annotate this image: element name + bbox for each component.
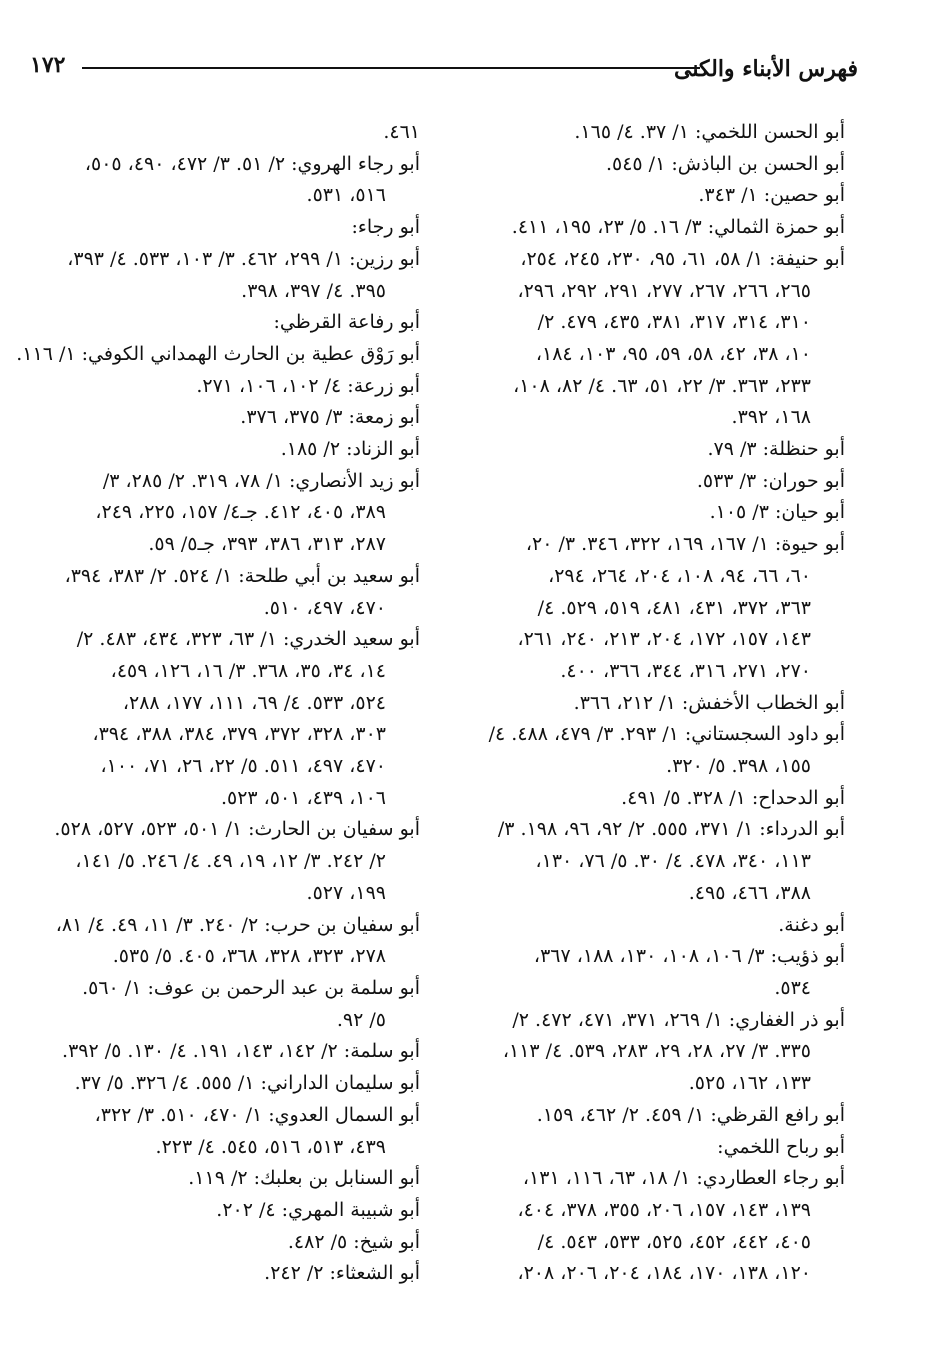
index-entry — [460, 814, 845, 909]
entry-line: أبو سلمة: ٢/ ١٤٢، ١٤٣، ١٩١. ٤/ ١٣٠. ٥/ ٣٩٢. — [62, 1040, 420, 1063]
entry-line: أبو حيوة: ١/ ١٦٧، ١٦٩، ٣٢٢، ٣٤٦. ٣/ ٢٠، — [525, 533, 845, 556]
entry-continuation-line: ٢٧٠، ٢٧١، ٣١٦، ٣٤٤، ٣٦٦، ٤٠٠. — [560, 659, 811, 682]
entry-line: أبو السمال العدوي: ١/ ٤٧٠، ٥١٠. ٣/ ٣٢٢، — [94, 1103, 420, 1126]
entry-line: أبو سليمان الداراني: ١/ ٥٥٥. ٤/ ٣٢٦. ٥/ ٣٧. — [74, 1072, 420, 1095]
index-entry — [20, 466, 420, 561]
index-entry — [20, 402, 420, 434]
entry-line: أبو الخطاب الأخفش: ١/ ٢١٢، ٣٦٦. — [573, 691, 845, 714]
index-entry — [460, 180, 845, 212]
index-entry — [460, 212, 845, 244]
entry-continuation-line: ١٥٥، ٣٩٨. ٥/ ٣٢٠. — [666, 755, 811, 778]
entry-continuation-line: ١٣٩، ١٤٣، ١٥٧، ٢٠٦، ٣٥٥، ٣٧٨، ٤٠٤، — [517, 1198, 811, 1221]
entry-continuation-line: ٢٦٥، ٢٦٦، ٢٦٧، ٢٧٧، ٢٩١، ٢٩٢، ٢٩٦، — [517, 279, 811, 302]
entry-line: أبو الدحداح: ١/ ٣٢٨. ٥/ ٤٩١. — [621, 786, 845, 809]
entry-line: أبو رباح اللخمي: — [717, 1135, 845, 1158]
entry-line: أبو رافع القرظي: ١/ ٤٥٩. ٢/ ٤٦٢، ١٥٩. — [536, 1103, 845, 1126]
entry-line: أبو حمزة الثمالي: ٣/ ١٦. ٥/ ٢٣، ١٩٥، ٤١١. — [511, 216, 845, 239]
entry-continuation-line: ٣٦٣، ٣٧٢، ٤٣١، ٤٨١، ٥١٩، ٥٢٩. ٤/ — [537, 596, 811, 619]
entry-continuation-line: ٣١٠، ٣١٤، ٣١٧، ٣٨١، ٤٣٥، ٤٧٩. ٢/ — [537, 311, 811, 334]
entry-continuation-line: ٤٧٠، ٤٩٧، ٥١١. ٥/ ٢٢، ٢٦، ٧١، ١٠٠، — [100, 755, 386, 778]
entry-continuation-line: ١٩٩، ٥٢٧. — [306, 881, 386, 904]
page-number: ١٧٢ — [30, 52, 66, 78]
index-column-right — [460, 117, 845, 1290]
page-title: فهرس الأبناء والكنى — [673, 56, 858, 82]
index-entry — [20, 624, 420, 814]
entry-line: أبو السنابل بن بعلبك: ٢/ ١١٩. — [188, 1167, 420, 1190]
index-entry — [20, 1068, 420, 1100]
entry-line: أبو حصين: ١/ ٣٤٣. — [698, 184, 845, 207]
index-entry — [20, 212, 420, 244]
entry-line: أبو داود السجستاني: ١/ ٢٩٣. ٣/ ٤٧٩، ٤٨٨. ٤/ — [488, 723, 845, 746]
entry-line: أبو سفيان بن الحارث: ١/ ٥٠١، ٥٢٣، ٥٢٧، ٥٢٨. — [54, 818, 420, 841]
entry-line: أبو دغنة. — [778, 913, 845, 936]
index-entry — [16, 339, 420, 371]
index-entry — [460, 497, 845, 529]
entry-line: أبو حنيفة: ١/ ٥٨، ٦١، ٩٥، ٢٣٠، ٢٤٥، ٢٥٤، — [520, 247, 845, 270]
entry-continuation-line: ٤٠٥، ٤٤٢، ٤٥٢، ٥٢٥، ٥٣٣، ٥٤٣. ٤/ — [537, 1230, 811, 1253]
index-entry — [20, 1036, 420, 1068]
index-entry — [20, 1258, 420, 1290]
entry-continuation-line: ١٠٦، ٤٣٩، ٥٠١، ٥٢٣. — [220, 786, 386, 809]
entry-continuation-line: ١٣٣، ١٦٢، ٥٢٥. — [688, 1072, 811, 1095]
index-entry — [20, 371, 420, 403]
entry-continuation-line: ٣٠٣، ٣٢٨، ٣٧٢، ٣٧٩، ٣٨٤، ٣٨٨، ٣٩٤، — [92, 723, 386, 746]
entry-continuation-line: ٢٧٨، ٣٢٣، ٣٢٨، ٣٦٨، ٤٠٥. ٥/ ٥٣٥. — [112, 945, 386, 968]
entry-continuation-line: ٢٣٣، ٣٦٣. ٣/ ٢٢، ٥١، ٦٣. ٤/ ٨٢، ١٠٨، — [513, 374, 811, 397]
entry-continuation-line: ١٢٠، ١٣٨، ١٧٠، ١٨٤، ٢٠٤، ٢٠٦، ٢٠٨، — [517, 1262, 811, 1285]
entry-line: أبو الحسن بن الباذش: ١/ ٥٤٥. — [605, 152, 845, 175]
index-entry — [20, 149, 420, 212]
index-entry — [460, 1005, 845, 1100]
index-entry — [20, 307, 420, 339]
entry-line: أبو زيد الأنصاري: ١/ ٧٨، ٣١٩. ٢/ ٢٨٥، ٣/ — [102, 469, 420, 492]
index-entry — [460, 941, 845, 1004]
entry-continuation-line: ٥٢٤، ٥٣٣. ٤/ ٦٩، ١١١، ١٧٧، ٢٨٨، — [122, 691, 386, 714]
entry-continuation-line: ٦٠، ٦٦، ٩٤، ١٠٨، ٢٠٤، ٢٦٤، ٢٩٤، — [548, 564, 811, 587]
index-entry — [20, 1227, 420, 1259]
index-entry — [20, 244, 420, 307]
entry-line: أبو سفيان بن حرب: ٢/ ٢٤٠. ٣/ ١١، ٤٩. ٤/ ٨١، — [55, 913, 420, 936]
entry-continuation-line: ٣٩٥. ٤/ ٣٩٧، ٣٩٨. — [241, 279, 386, 302]
entry-line: أبو الحسن اللخمي: ١/ ٣٧. ٤/ ١٦٥. — [574, 121, 845, 143]
entry-continuation-line: ٣٨٩، ٤٠٥، ٤١٢. جـ٤/ ١٥٧، ٢٢٥، ٢٤٩، — [95, 501, 386, 524]
index-entry — [460, 529, 845, 688]
entry-line: ٤٦١. — [383, 121, 420, 143]
entry-continuation-line: ١٤، ٣٤، ٣٥، ٣٦٨. ٣/ ١٦، ١٢٦، ٤٥٩، — [110, 659, 386, 682]
entry-line: أبو رجاء: — [351, 216, 420, 239]
index-entry — [20, 1163, 420, 1195]
entry-continuation-line: ٣٣٥. ٣/ ٢٧، ٢٨، ٢٩، ٢٨٣، ٥٣٩. ٤/ ١١٣، — [502, 1040, 811, 1063]
index-entry — [20, 910, 420, 973]
entry-line: أبو زرعة: ٤/ ١٠٢، ١٠٦، ٢٧١. — [196, 374, 420, 397]
index-entry — [460, 466, 845, 498]
entry-line: أبو الزناد: ٢/ ١٨٥. — [280, 438, 420, 461]
entry-line: أبو رفاعة القرظي: — [273, 311, 420, 334]
entry-line: أبو الدرداء: ١/ ٣٧١، ٥٥٥. ٢/ ٩٢، ٩٦، ١٩٨. ٣/ — [497, 818, 845, 841]
index-entry — [20, 1195, 420, 1227]
index-entry — [460, 149, 845, 181]
index-entry — [460, 117, 845, 149]
index-entry — [20, 1100, 420, 1163]
entry-continuation-line: ٢/ ٢٤٢. ٣/ ١٢، ١٩، ٤٩. ٤/ ٢٤٦. ٥/ ١٤١، — [75, 850, 386, 873]
entry-line: أبو شبيبة المهري: ٤/ ٢٠٢. — [216, 1198, 420, 1221]
index-entry — [20, 117, 420, 149]
entry-continuation-line: ٥٣٤. — [774, 976, 811, 999]
entry-line: أبو رجاء العطاردي: ١/ ١٨، ٦٣، ١١٦، ١٣١، — [522, 1167, 845, 1190]
entry-continuation-line: ٥١٦، ٥٣١. — [306, 184, 386, 207]
entry-continuation-line: ٣٨٨، ٤٦٦، ٤٩٥. — [688, 881, 811, 904]
entry-line: أبو رزين: ١/ ٢٩٩، ٤٦٢. ٣/ ١٠٣، ٥٣٣. ٤/ ٣٩٣، — [67, 247, 420, 270]
index-entry — [460, 1132, 845, 1164]
page-header — [30, 50, 858, 90]
entry-line: أبو رجاء الهروي: ٢/ ٥١. ٣/ ٤٧٢، ٤٩٠، ٥٠٥، — [84, 152, 420, 175]
index-entry — [20, 561, 420, 624]
entry-line: أبو رَوْق عطية بن الحارث الهمداني الكوفي: ١/ ١١٦. — [16, 342, 420, 365]
index-entry — [20, 434, 420, 466]
entry-line: أبو سعيد الخدري: ١/ ٦٣، ٣٢٣، ٤٣٤، ٤٨٣. ٢/ — [76, 628, 420, 651]
index-entry — [460, 910, 845, 942]
entry-line: أبو الشعثاء: ٢/ ٢٤٢. — [264, 1262, 420, 1285]
header-rule — [82, 67, 700, 69]
entry-line: أبو حيان: ٣/ ١٠٥. — [709, 501, 845, 524]
index-entry — [460, 719, 845, 782]
index-entry — [460, 434, 845, 466]
entry-continuation-line: ٢٨٧، ٣١٣، ٣٨٦، ٣٩٣، جـ٥/ ٥٩. — [148, 533, 386, 556]
entry-line: أبو حنظلة: ٣/ ٧٩. — [707, 438, 845, 461]
entry-line: أبو ذر الغفاري: ١/ ٢٦٩، ٣٧١، ٤٧١، ٤٧٢. ٢/ — [512, 1008, 845, 1031]
entry-continuation-line: ٤٣٩، ٥١٣، ٥١٦، ٥٤٥. ٤/ ٢٢٣. — [155, 1135, 386, 1158]
entry-continuation-line: ١٤٣، ١٥٧، ١٧٢، ٢٠٤، ٢١٣، ٢٤٠، ٢٦١، — [517, 628, 811, 651]
index-entry — [460, 783, 845, 815]
entry-line: أبو زمعة: ٣/ ٣٧٥، ٣٧٦. — [240, 406, 420, 429]
entry-continuation-line: ٤٧٠، ٤٩٧، ٥١٠. — [263, 596, 386, 619]
entry-line: أبو سلمة بن عبد الرحمن بن عوف: ١/ ٥٦٠. — [82, 976, 420, 999]
entry-line: أبو ذؤيب: ٣/ ١٠٦، ١٠٨، ١٣٠، ١٨٨، ٣٦٧، — [533, 945, 845, 968]
entry-line: أبو سعيد بن أبي طلحة: ١/ ٥٢٤. ٢/ ٣٨٣، ٣٩٤، — [64, 564, 420, 587]
index-entry — [20, 973, 420, 1036]
entry-continuation-line: ١٦٨، ٣٩٢. — [731, 406, 811, 429]
entry-line: أبو شيخ: ٥/ ٤٨٢. — [287, 1230, 420, 1253]
index-entry — [460, 244, 845, 434]
entry-continuation-line: ١٠، ٣٨، ٤٢، ٥٨، ٥٩، ٩٥، ١٠٣، ١٨٤، — [535, 342, 811, 365]
index-entry — [460, 1100, 845, 1132]
entry-line: أبو حوران: ٣/ ٥٣٣. — [696, 469, 845, 492]
index-entry — [20, 814, 420, 909]
index-entry — [460, 1163, 845, 1290]
entry-continuation-line: ٥/ ٩٢. — [336, 1008, 386, 1031]
index-column-left — [16, 117, 420, 1290]
index-entry — [460, 688, 845, 720]
entry-continuation-line: ١١٣، ٣٤٠، ٤٧٨. ٤/ ٣٠. ٥/ ٧٦، ١٣٠، — [535, 850, 811, 873]
